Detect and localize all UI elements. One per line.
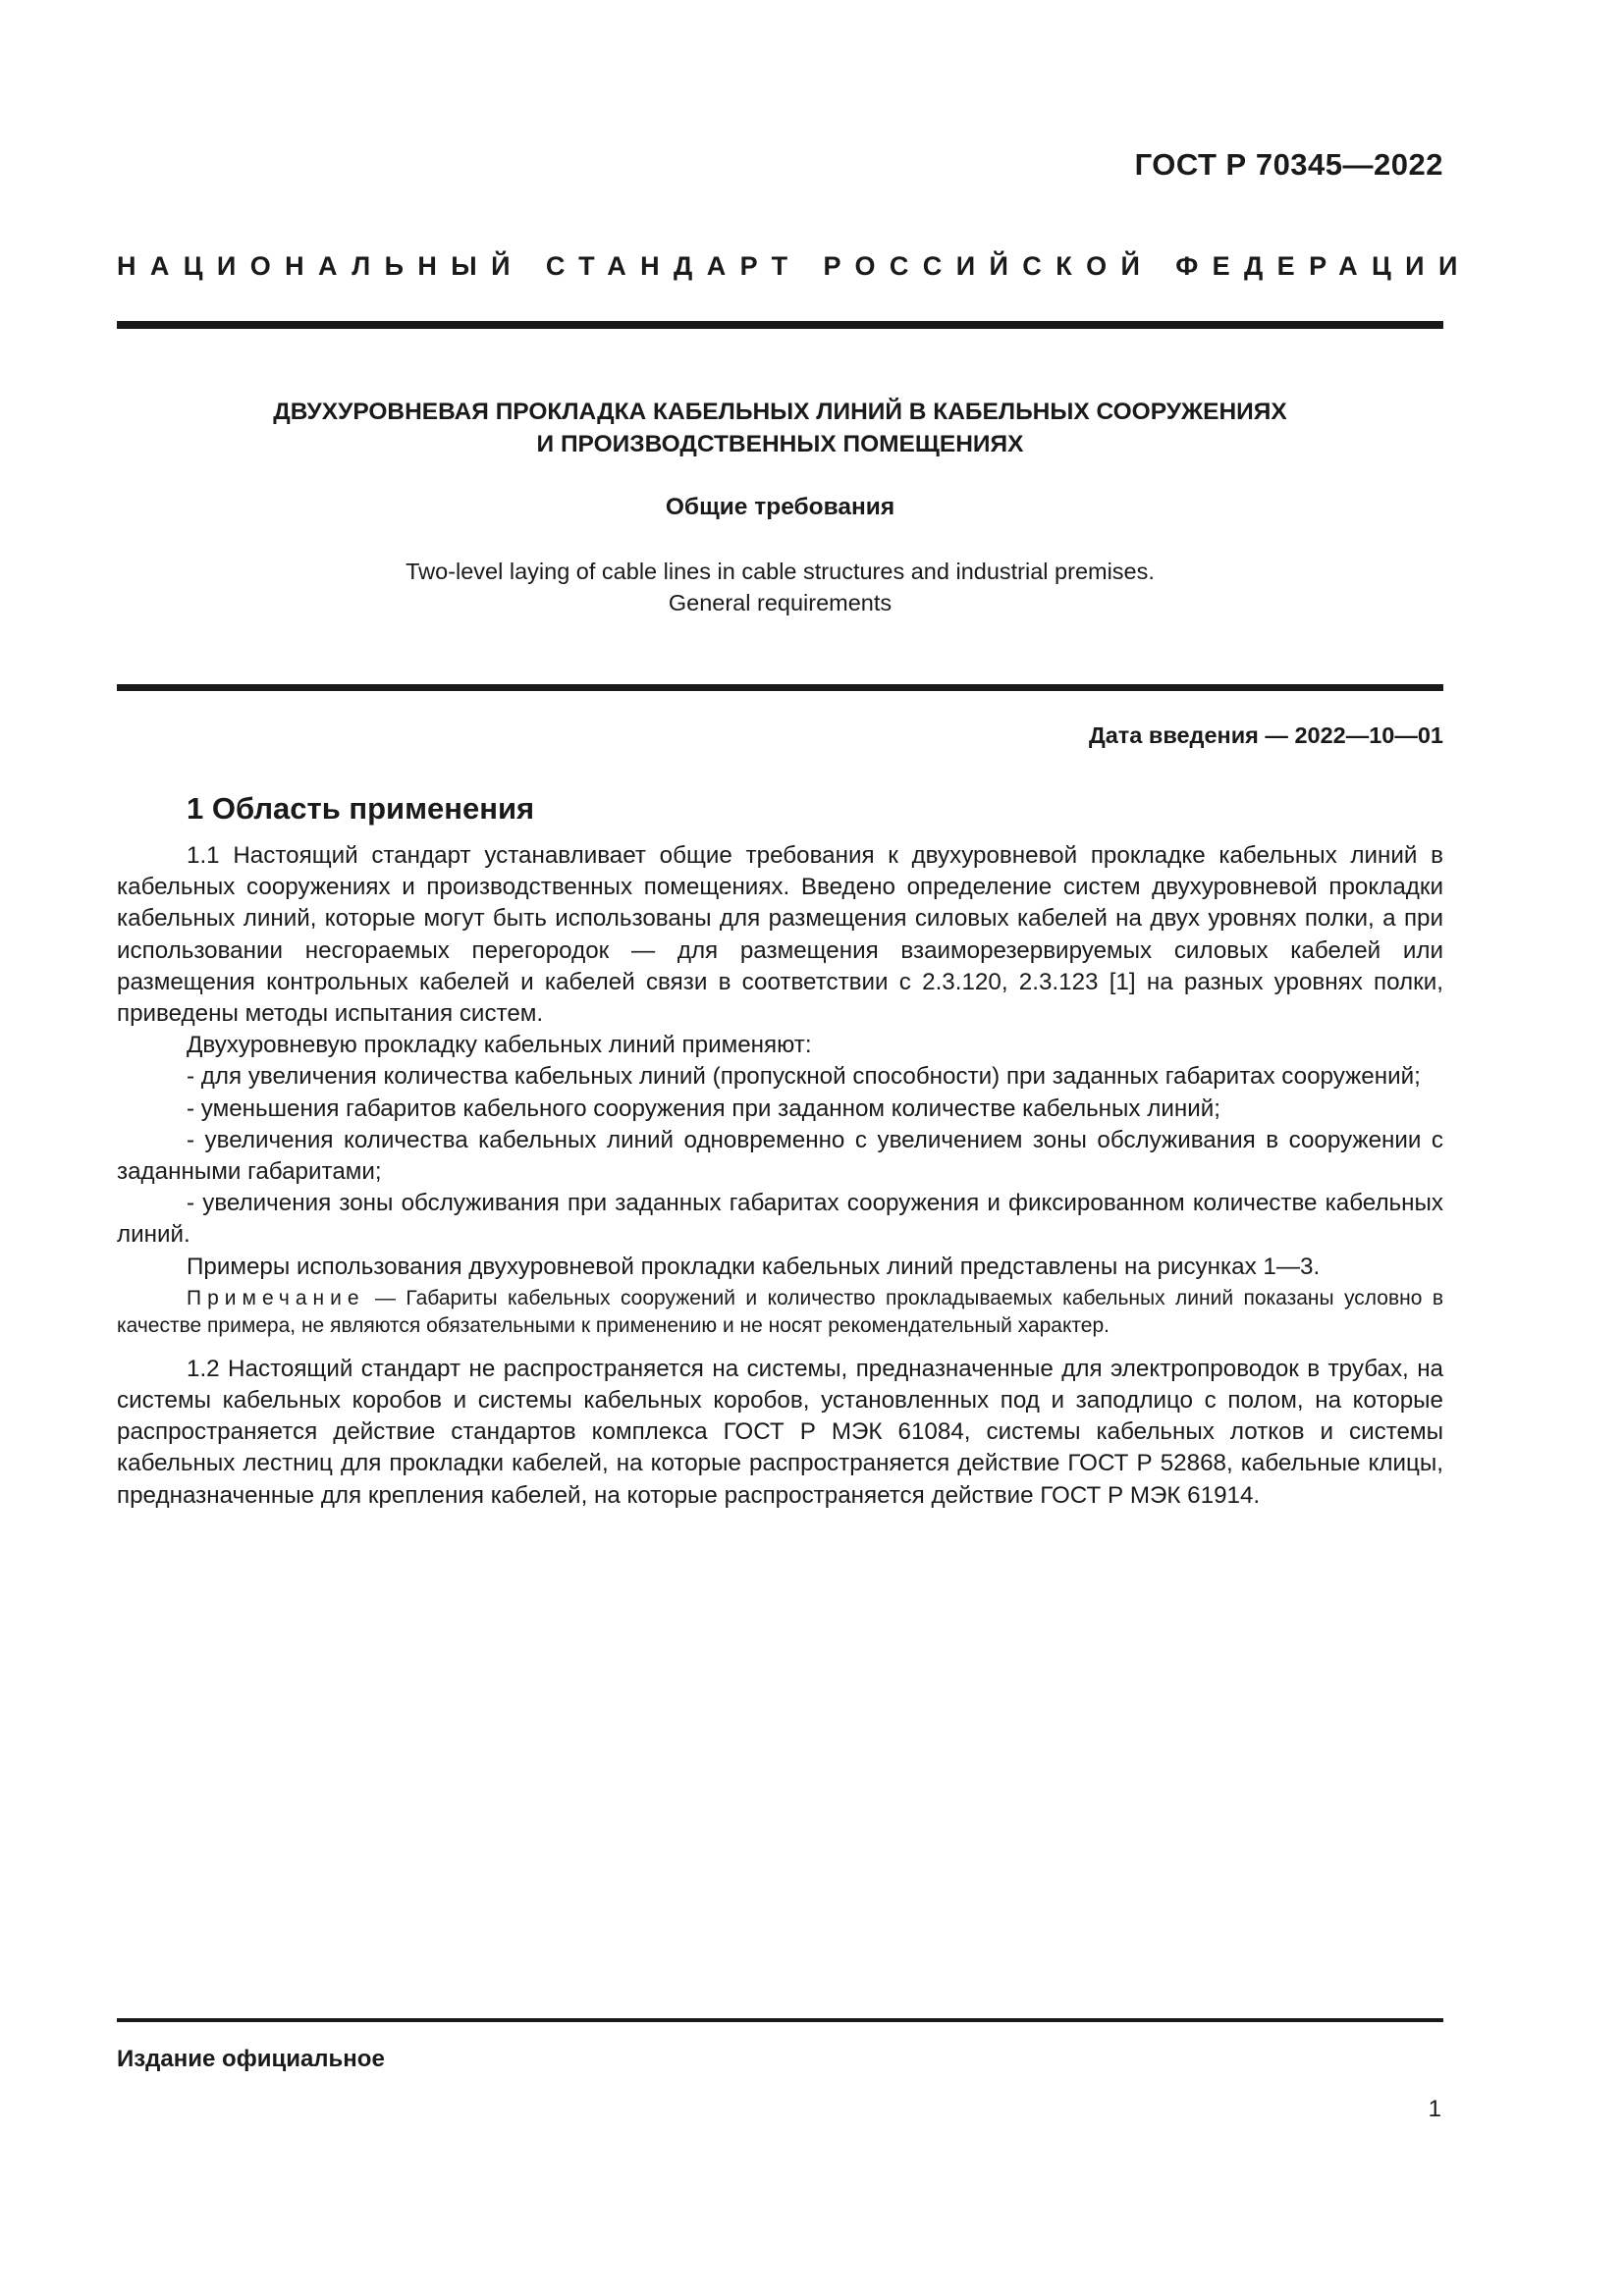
title-bottom-rule [117,684,1443,691]
standard-designation: ГОСТ Р 70345—2022 [1134,147,1443,182]
title-line-1: ДВУХУРОВНЕВАЯ ПРОКЛАДКА КАБЕЛЬНЫХ ЛИНИЙ В КАБЕЛЬНЫХ СООРУЖЕНИЯХ [273,399,1287,425]
english-title-line-1: Two-level laying of cable lines in cable structures and industrial premises. [406,559,1155,584]
page-number: 1 [1428,2096,1441,2122]
note [117,1285,1443,1340]
paragraph-1-1: 1.1 Настоящий стандарт устанавливает общие требования к двухуровневой прокладке кабельных линий в кабельных сооружениях и производственных помещениях. Введено определение систем двухуровневой прокладки кабельных линий, которые могут быть использованы для размещения силовых кабелей на двух уровнях полки, а при использовании несгораемых перегородок — для размещения взаиморезервируемых силовых кабелей или размещения контрольных кабелей и кабелей связи в соответствии с 2.3.120, 2.3.123 [1] на разных уровнях полки, приведены методы испытания систем. [117,842,1443,1028]
national-standard-banner: НАЦИОНАЛЬНЫЙ СТАНДАРТ РОССИЙСКОЙ ФЕДЕРАЦИИ [117,251,1472,281]
section-heading: 1 Область применения [187,791,535,826]
list-item: - для увеличения количества кабельных линий (пропускной способности) при заданных габаритах сооружений; [187,1063,1421,1091]
english-title-line-2: General requirements [668,590,893,615]
paragraph-1-2: 1.2 Настоящий стандарт не распространяется на системы, предназначенные для электропроводок в трубах, на системы кабельных коробов и системы кабельных коробов, установленных под и заподлицо с полом, на которые распространяется действие стандартов комплекса ГОСТ Р МЭК 61084, системы кабельных лотков и системы кабельных лестниц для прокладки кабелей, на которые распространяется действие ГОСТ Р 52868, кабельные клицы, предназначенные для крепления кабелей, на которые распространяется действие ГОСТ Р МЭК 61914. [117,1355,1443,1509]
introduction-date: Дата введения — 2022—10—01 [1088,722,1443,748]
examples-paragraph: Примеры использования двухуровневой прокладки кабельных линий представлены на рисунках 1—3. [187,1253,1321,1280]
section-body [117,840,1443,1512]
list-item: - увеличения количества кабельных линий одновременно с увеличением зоны обслуживания в сооружении с заданными габаритами; [117,1126,1443,1186]
title-line-2: И ПРОИЗВОДСТВЕННЫХ ПОМЕЩЕНИЯХ [536,431,1024,457]
note-label: Примечание [187,1286,365,1309]
footer-rule [117,2018,1443,2022]
english-title [117,556,1443,618]
top-rule [117,321,1443,329]
application-intro: Двухуровневую прокладку кабельных линий применяют: [187,1032,812,1059]
official-edition-label: Издание официальное [117,2046,385,2072]
list-item: - уменьшения габаритов кабельного сооружения при заданном количестве кабельных линий; [187,1095,1220,1122]
document-title [117,396,1443,460]
list-item: - увеличения зоны обслуживания при заданных габаритах сооружения и фиксированном количестве кабельных линий. [117,1190,1443,1249]
document-subtitle: Общие требования [665,494,895,520]
note-text: — Габариты кабельных сооружений и количество прокладываемых кабельных линий показаны условно в качестве примера, не являются обязательными к применению и не носят рекомендательный характер. [117,1286,1443,1337]
